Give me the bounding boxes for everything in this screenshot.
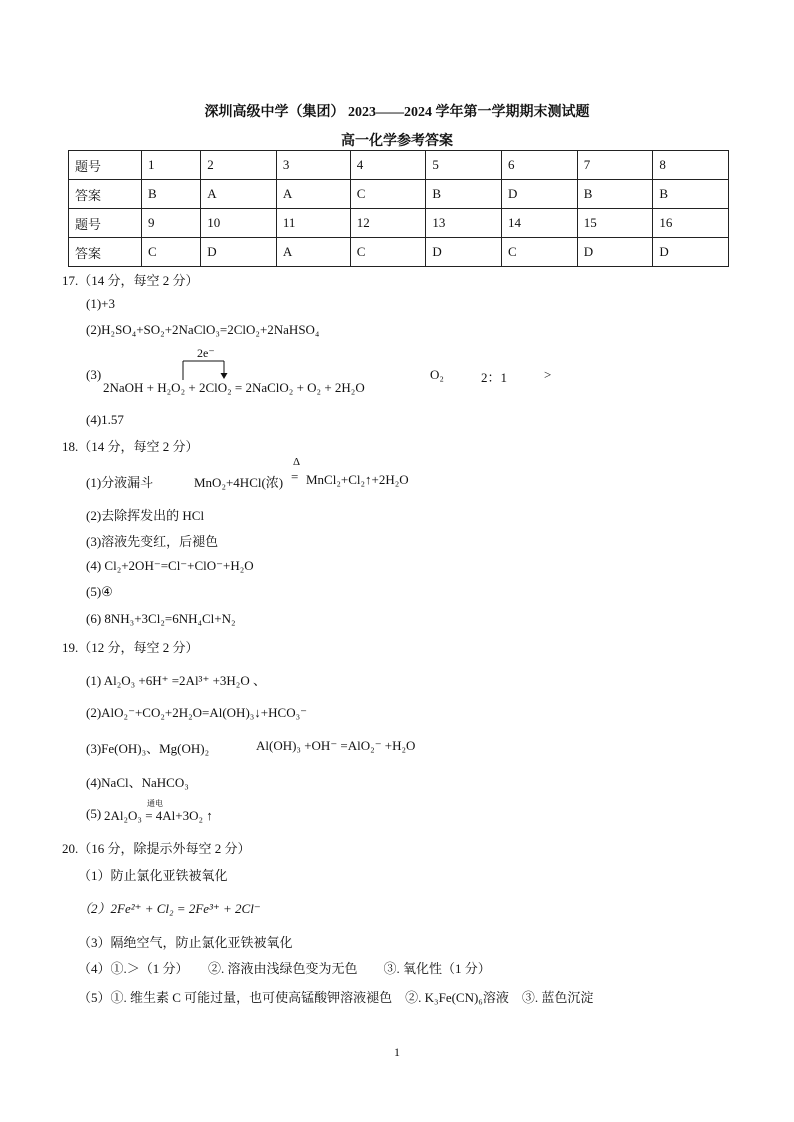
- q19-answer-2: (2)AlO₂⁻+CO₂+2H₂O=Al(OH)₃↓+HCO₃⁻: [86, 705, 307, 720]
- table-cell: 14: [502, 209, 578, 238]
- table-cell: 2: [201, 151, 277, 180]
- q19-answer-1: (1) Al₂O₃ +6H⁺ =2Al³⁺ +3H₂O 、: [86, 673, 266, 688]
- electrolysis-condition: 通电: [147, 799, 163, 808]
- page-number: 1: [394, 1045, 400, 1059]
- table-cell: 15: [577, 209, 653, 238]
- table-cell: 1: [142, 151, 201, 180]
- q19-answer-4: (4)NaCl、NaHCO₃: [86, 775, 189, 790]
- table-cell: A: [276, 180, 350, 209]
- table-row: [69, 180, 729, 209]
- table-cell: B: [426, 180, 502, 209]
- q19-answer-5-label: (5): [86, 806, 102, 821]
- table-row-header: 题号: [69, 209, 142, 238]
- q17-answer-1: (1)+3: [86, 296, 115, 311]
- table-cell: 3: [276, 151, 350, 180]
- table-row: [69, 238, 729, 267]
- q19-answer-3-part-1: (3)Fe(OH)₃、Mg(OH)₂: [86, 741, 210, 756]
- q18-eq-right: MnCl₂+Cl₂↑+2H₂O: [306, 472, 409, 487]
- q20-answer-3: （3）隔绝空气，防止氯化亚铁被氧化: [78, 935, 293, 950]
- q18-answer-6: (6) 8NH₃+3Cl₂=6NH₄Cl+N₂: [86, 611, 236, 626]
- table-cell: D: [577, 238, 653, 267]
- q20-header: 20.（16 分，除提示外每空 2 分）: [62, 841, 251, 856]
- table-cell: 5: [426, 151, 502, 180]
- table-cell: 7: [577, 151, 653, 180]
- table-row-header: 答案: [69, 180, 142, 209]
- table-cell: 11: [276, 209, 350, 238]
- q18-answer-3: (3)溶液先变红，后褪色: [86, 534, 219, 549]
- table-cell: C: [142, 238, 201, 267]
- electron-count-label: 2e⁻: [197, 346, 215, 360]
- table-row: [69, 209, 729, 238]
- q20-answer-2: （2）2Fe²⁺ + Cl₂ = 2Fe³⁺ + 2Cl⁻: [78, 901, 261, 916]
- table-cell: D: [201, 238, 277, 267]
- table-cell: 10: [201, 209, 277, 238]
- table-cell: 6: [502, 151, 578, 180]
- table-cell: D: [426, 238, 502, 267]
- table-cell: C: [502, 238, 578, 267]
- q19-header: 19.（12 分，每空 2 分）: [62, 640, 199, 655]
- table-cell: D: [653, 238, 729, 267]
- table-cell: 13: [426, 209, 502, 238]
- q20-answer-1: （1）防止氯化亚铁被氧化: [78, 868, 228, 883]
- q18-eq-left: MnO₂+4HCl(浓): [194, 475, 284, 490]
- table-cell: B: [142, 180, 201, 209]
- redox-equation: 2NaOH + H₂O₂ + 2ClO₂ = 2NaClO₂ + O₂ + 2H₂O: [103, 380, 365, 395]
- q18-answer-1-label: (1)分液漏斗: [86, 475, 154, 490]
- table-cell: 9: [142, 209, 201, 238]
- q18-answer-5: (5)④: [86, 584, 113, 599]
- q17-ratio: 2：1: [481, 370, 508, 385]
- document-title: 深圳高级中学（集团） 2023——2024 学年第一学期期末测试题: [204, 105, 590, 120]
- table-cell: B: [653, 180, 729, 209]
- q20-answer-4: （4）①.＞（1 分） ②. 溶液由浅绿色变为无色 ③. 氧化性（1 分）: [78, 961, 491, 976]
- q17-answer-4: (4)1.57: [86, 412, 124, 427]
- table-cell: C: [350, 180, 426, 209]
- q17-o2: O₂: [430, 367, 444, 382]
- table-row-header: 答案: [69, 238, 142, 267]
- table-cell: A: [276, 238, 350, 267]
- table-row: [69, 151, 729, 180]
- q19-answer-5-equation: 2Al₂O₃ = 4Al+3O₂ ↑: [104, 808, 213, 823]
- q18-answer-2: (2)去除挥发出的 HCl: [86, 508, 205, 523]
- q17-header: 17.（14 分，每空 2 分）: [62, 273, 199, 288]
- table-cell: D: [502, 180, 578, 209]
- heat-symbol: Δ: [293, 456, 301, 468]
- q17-answer-2: (2)H₂SO₄+SO₂+2NaClO₃=2ClO₂+2NaHSO₄: [86, 322, 320, 337]
- q19-answer-3-part-2: Al(OH)₃ +OH⁻ =AlO₂⁻ +H₂O: [256, 738, 416, 753]
- table-cell: 16: [653, 209, 729, 238]
- table-cell: 8: [653, 151, 729, 180]
- q17-electron-transfer-equation: [103, 346, 403, 400]
- q20-answer-5: （5）①. 维生素 C 可能过量，也可使高锰酸钾溶液褪色 ②. K₃Fe(CN)₆溶液 ③. 蓝色沉淀: [78, 990, 594, 1005]
- q18-header: 18.（14 分，每空 2 分）: [62, 439, 199, 454]
- table-cell: C: [350, 238, 426, 267]
- q18-answer-4: (4) Cl₂+2OH⁻=Cl⁻+ClO⁻+H₂O: [86, 558, 254, 573]
- answer-table: [68, 150, 729, 267]
- table-cell: 12: [350, 209, 426, 238]
- table-cell: A: [201, 180, 277, 209]
- document-subtitle: 高一化学参考答案: [341, 134, 453, 149]
- table-cell: 4: [350, 151, 426, 180]
- table-row-header: 题号: [69, 151, 142, 180]
- reaction-equals-sign: =: [291, 469, 299, 484]
- q17-comparison: >: [544, 367, 552, 382]
- q17-answer-3-label: (3): [86, 367, 102, 382]
- table-cell: B: [577, 180, 653, 209]
